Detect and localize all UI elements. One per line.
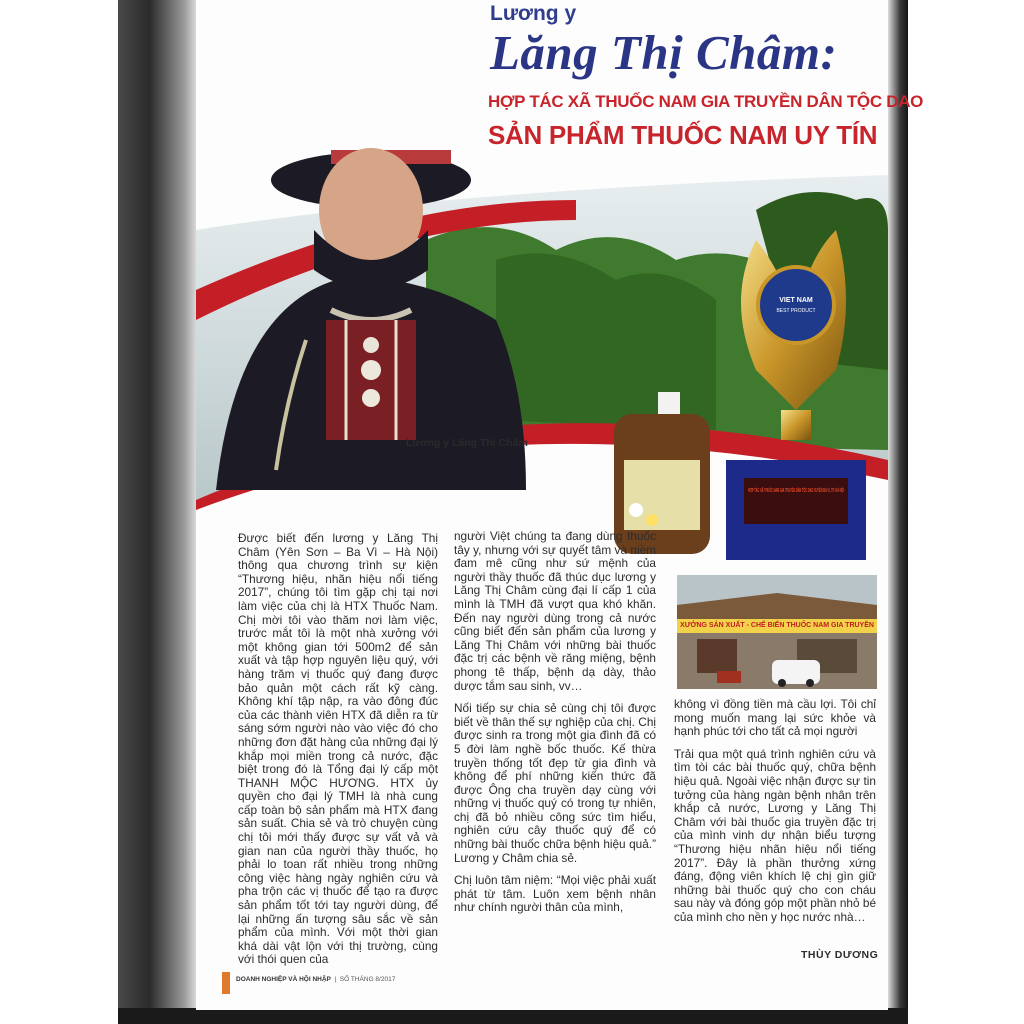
magazine-spine-right [888,0,908,1024]
paragraph: người Việt chúng ta đang dùng thuốc tây y, nhưng với sự quyết tâm và niềm đam mê cũng như sứ mệnh của người thầy thuốc đã thúc dục lương y Lăng Thị Châm cùng đại lí cấp 1 của mình là TMH đã vượt qua khó khăn. Đến nay người dùng trong cả nước cũng biết đến sản phẩm của lương y Lăng Thị Châm với những bài thuốc đặc trị các bệnh về răng miệng, bệnh phong tê thấp, bệnh dạ dày, thảo dược tắm sau sinh, vv… [454,529,656,693]
article-subtitle-2: SẢN PHẨM THUỐC NAM UY TÍN [488,120,878,150]
footer-issue: SỐ THÁNG 8/2017 [339,976,396,983]
magazine-page [196,0,924,1010]
trophy-badge-line1: VIET NAM [779,297,813,304]
paragraph: Được biết đến lương y Lăng Thị Châm (Yên Sơn – Ba Vì – Hà Nội) thông qua chương trình sự kiện “Thương hiệu, nhãn hiệu nổi tiếng 2017”, chúng tôi tìm gặp chị tại nơi làm việc của chị là HTX Thuốc Nam. Chị mời tôi vào thăm nơi làm việc, trước mắt tôi là một nhà xưởng với một không gian tới 500m2 để sản xuất và tập hợp nguyên liệu quý, với hàng trăm vị thuốc quý đang được bảo quản một cách rất kỹ càng. Không khí tập nập, ra vào đông đúc của các thành viên HTX đã diễn ra từ sáng sớm người nào vào việc đó cho những đơn đặt hàng của những đại lý khắp mọi miền trong cả nước, đặc biệt trong đó là Tổng đại lý cấp một THANH MỘC HƯƠNG. HTX ủy quyền cho đại lý TMH là nhà cung cấp toàn bộ sản phẩm mà HTX đang sản suất. Chia sẻ và trò chuyện cùng chị tôi mới thấy được sự vất vả và gian nan của người thầy thuốc, họ phải lo toan rất nhiều trong những công việc hàng ngày nghiên cứu và pha trộn các vị thuốc để tạo ra được sản phẩm tốt tới tay người dùng, để lại những ấn tượng sâu sắc về sản phẩm của mình. Với một thời gian khá dài vật lộn với thị trường, cùng với thói quen của [238,531,438,967]
article-author: THÙY DƯƠNG [801,949,879,961]
article-kicker: Lương y [490,2,577,25]
hero-illustration [196,170,888,530]
paragraph: Chị luôn tâm niệm: “Mọi việc phải xuất phát từ tâm. Luôn xem bệnh nhân như chính người thân của mình, [454,873,656,915]
paragraph: Nối tiếp sự chia sẻ cùng chị tôi được biết về thân thế sự nghiệp của chị. Chị được sinh ra trong một gia đình đã có 5 đời làm nghề bốc thuốc. Kế thừa truyền thống tốt đẹp từ gia đình và không để phí những kiến thức đã được Ông cha truyền dạy cùng với những vị thuốc quý có trong tự nhiên, chị đã bỏ nhiều công sức tìm hiểu, nghiên cứu cây thuốc quý để có những bài thuốc chữa bệnh hiệu quả.” Lương y Châm chia sẻ. [454,701,656,865]
trophy-badge-line2: BEST PRODUCT [776,308,816,314]
magazine-spine-left [118,0,196,1024]
paragraph: không vì đồng tiền mà cầu lợi. Tôi chỉ mong muốn mang lại sức khỏe và hạnh phúc tới cho tất cả mọi người [674,697,876,739]
article-column-2 [454,530,656,915]
factory-photo [677,575,877,689]
footer-publication: DOANH NGHIỆP VÀ HỘI NHẬP [236,976,331,983]
paragraph: Trải qua một quá trình nghiên cứu và tìm tòi các bài thuốc quý, chữa bệnh hiệu quả. Ngoài việc nhận được sự tin tưởng của hàng ngàn bệnh nhân trên khắp cả nước, Lương y Lăng Thị Châm với bài thuốc gia truyền đặc trị của mình vinh dự nhận biểu tượng “Thương hiệu nhãn hiệu nổi tiếng 2017”. Đây là phần thưởng xứng đáng, động viên khích lệ chị gìn giữ những bài thuốc quý cho con cháu sau này và đóng góp một phần nhỏ bé của mình cho nền y học nước nhà… [674,746,876,924]
portrait-caption: Lương y Lăng Thị Châm [406,437,528,449]
page-footer: DOANH NGHIỆP VÀ HỘI NHẬP | SỐ THÁNG 8/2017 [236,976,396,983]
article-column-3 [674,698,876,925]
factory-sign: XƯỞNG SẢN XUẤT - CHẾ BIẾN THUỐC NAM GIA TRUYỀN [677,619,877,633]
article-subtitle-1: HỢP TÁC XÃ THUỐC NAM GIA TRUYỀN DÂN TỘC DAO [488,92,924,111]
footer-accent-bar [222,972,230,994]
article-title: Lăng Thị Châm: [490,25,838,80]
scan-bottom-shadow [118,1008,908,1024]
trophy-plaque-text [748,486,844,494]
article-column-1 [238,532,438,967]
